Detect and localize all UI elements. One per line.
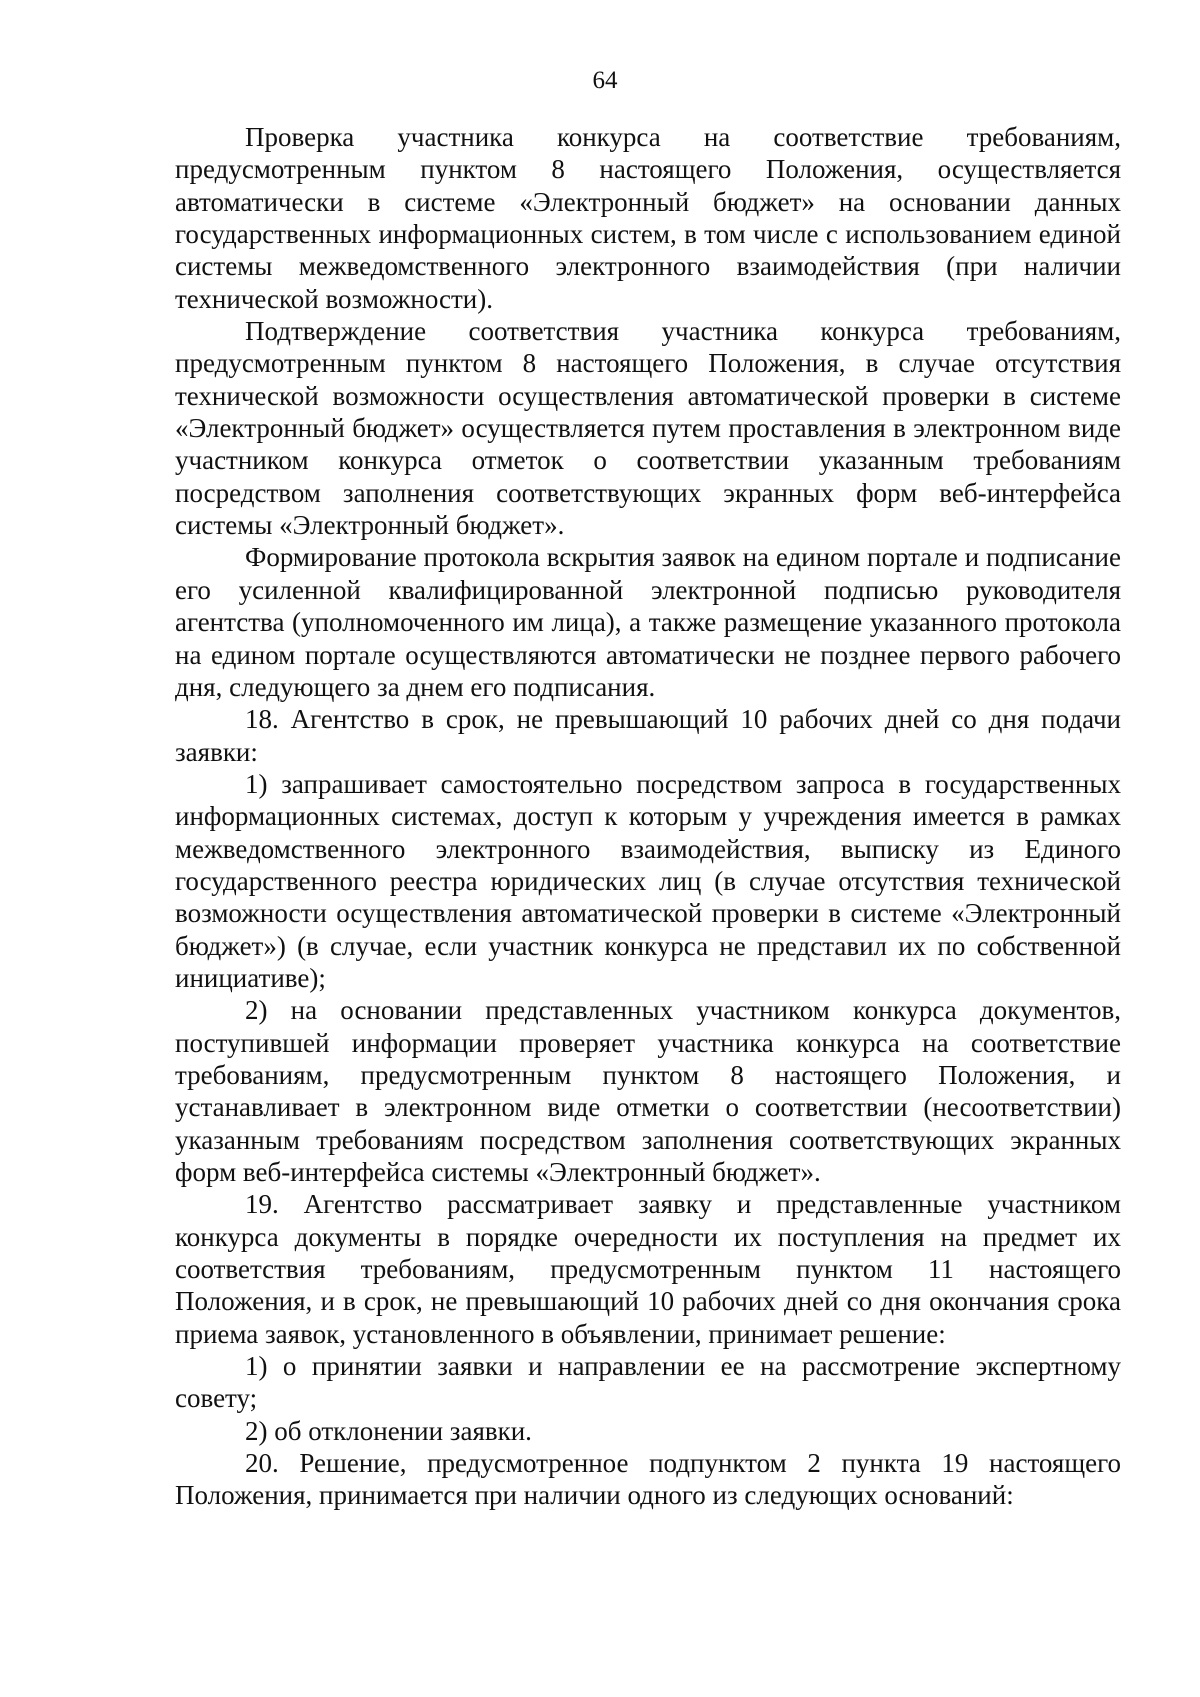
paragraph-item-20: 20. Решение, предусмотренное подпунктом 2 пункта 19 настоящего Положения, принимается при наличии одного из следующих оснований: xyxy=(175,1448,1121,1511)
paragraph-confirmation: Подтверждение соответствия участника конкурса требованиям, предусмотренным пунктом 8 настоящего Положения, в случае отсутствия технической возможности осуществления автоматической проверки в системе «Электронный бюджет» осуществляется путем проставления в электронном виде участником конкурса отметок о соответствии указанным требованиям посредством заполнения соответствующих экранных форм веб-интерфейса системы «Электронный бюджет». xyxy=(175,316,1121,541)
page-number: 64 xyxy=(592,67,618,94)
paragraph-item-19: 19. Агентство рассматривает заявку и представленные участником конкурса документы в порядке очередности их поступления на предмет их соответствия требованиям, предусмотренным пунктом 11 настоящего Положения, и в срок, не превышающий 10 рабочих дней со дня окончания срока приема заявок, установленного в объявлении, принимает решение: xyxy=(175,1189,1121,1349)
paragraph-item-18-2: 2) на основании представленных участником конкурса документов, поступившей информации проверяет участника конкурса на соответствие требованиям, предусмотренным пунктом 8 настоящего Положения, и устанавливает в электронном виде отметки о соответствии (несоответствии) указанным требованиям посредством заполнения соответствующих экранных форм веб-интерфейса системы «Электронный бюджет». xyxy=(175,995,1121,1187)
paragraph-item-19-1: 1) о принятии заявки и направлении ее на рассмотрение экспертному совету; xyxy=(175,1351,1121,1414)
paragraph-item-19-2: 2) об отклонении заявки. xyxy=(245,1415,532,1446)
paragraph-item-18-1: 1) запрашивает самостоятельно посредством запроса в государственных информационных системах, доступ к которым у учреждения имеется в рамках межведомственного электронного взаимодействия, выписку из Единого государственного реестра юридических лиц (в случае отсутствия технической возможности осуществления автоматической проверки в системе «Электронный бюджет») (в случае, если участник конкурса не представил их по собственной инициативе); xyxy=(175,768,1121,993)
paragraph-protocol: Формирование протокола вскрытия заявок на едином портале и подписание его усиленной квалифицированной электронной подписью руководителя агентства (уполномоченного им лица), а также размещение указанного протокола на едином портале осуществляются автоматически не позднее первого рабочего дня, следующего за днем его подписания. xyxy=(175,542,1121,702)
paragraph-verification: Проверка участника конкурса на соответствие требованиям, предусмотренным пунктом 8 настоящего Положения, осуществляется автоматически в системе «Электронный бюджет» на основании данных государственных информационных систем, в том числе с использованием единой системы межведомственного электронного взаимодействия (при наличии технической возможности). xyxy=(175,122,1121,314)
paragraph-item-18: 18. Агентство в срок, не превышающий 10 рабочих дней со дня подачи заявки: xyxy=(175,704,1121,767)
document-body xyxy=(175,121,1121,1512)
